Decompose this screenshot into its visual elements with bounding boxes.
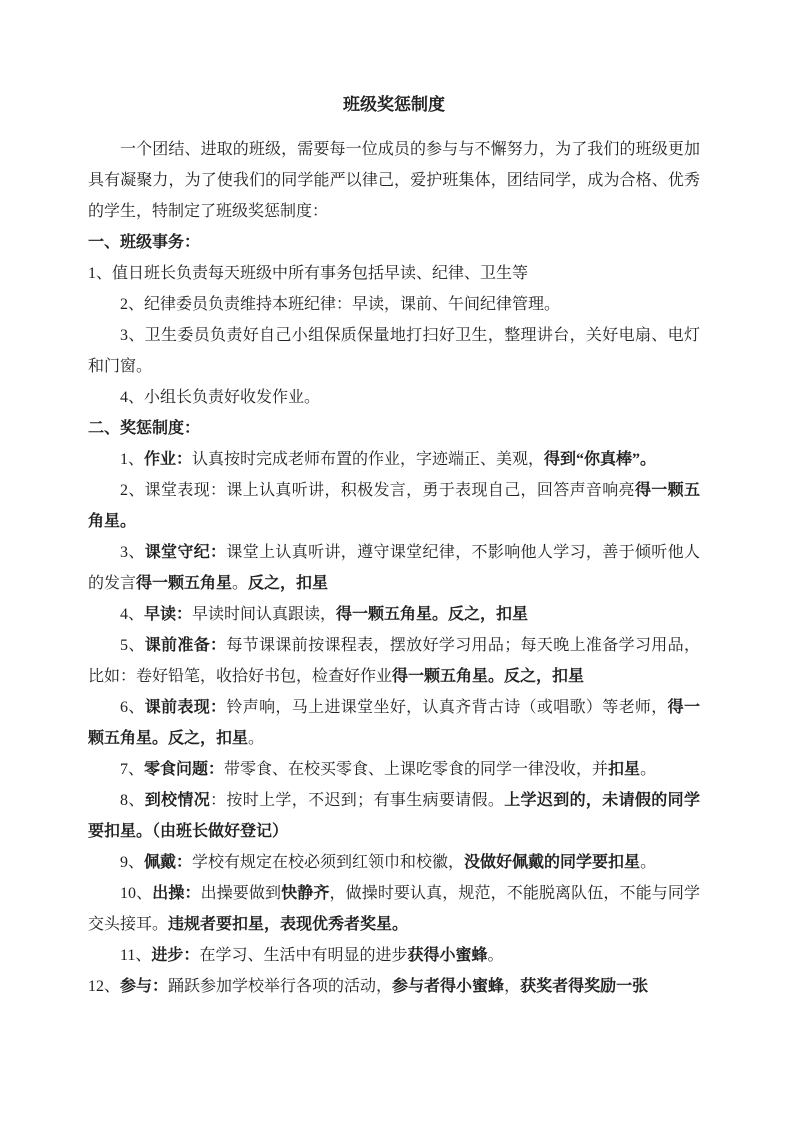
list-item	[88, 630, 700, 692]
text-segment: 。	[248, 730, 265, 747]
text-segment: 10、	[120, 885, 153, 902]
bold-text-segment: 零食问题：	[144, 761, 225, 778]
text-segment: 1、	[120, 451, 145, 468]
text-segment: 4、小组长负责好收发作业。	[120, 389, 321, 406]
list-item	[88, 382, 700, 413]
text-segment: 一个团结、进取的班级，需要每一位成员的参与与不懈努力，为了我们的班级更加具有凝聚力，为了使我们的同学能严以律己，爱护班集体，团结同学，成为合格、优秀的学生，特制定了班级奖惩制度：	[88, 141, 700, 220]
document-body	[88, 134, 700, 1002]
text-segment: 出操要做到	[200, 885, 282, 902]
text-segment: 2、课堂表现：课上认真听讲，积极发言，勇于表现自己，回答声音响亮	[120, 482, 635, 499]
bold-text-segment: 参与者得小蜜蜂	[392, 978, 505, 995]
text-segment: 7、	[120, 761, 145, 778]
list-item	[88, 785, 700, 847]
bold-text-segment: 快静齐	[281, 885, 330, 902]
text-segment: 。	[487, 947, 504, 964]
paragraph	[88, 134, 700, 227]
list-item	[88, 754, 700, 785]
bold-text-segment: 获得小蜜蜂	[407, 947, 488, 964]
bold-text-segment: 到校情况	[144, 792, 211, 809]
text-segment: 8、	[120, 792, 145, 809]
bold-text-segment: 早读：	[144, 606, 193, 623]
text-segment: 9、	[120, 854, 145, 871]
bold-text-segment: 课前准备：	[144, 637, 227, 654]
bold-text-segment: 得一颗五角星。	[88, 482, 700, 530]
section-heading	[88, 413, 700, 444]
list-item	[88, 475, 700, 537]
text-segment: 11、	[120, 947, 152, 964]
bold-text-segment: 进步：	[151, 947, 200, 964]
text-segment: 早读时间认真跟读，	[192, 606, 337, 623]
text-segment: 4、	[120, 606, 145, 623]
bold-text-segment: 课前表现：	[144, 699, 227, 716]
text-segment: 3、	[120, 544, 145, 561]
list-item	[88, 847, 700, 878]
list-item	[88, 692, 700, 754]
text-segment: 每节课课前按课程表，摆放好学习用品；每天晚上准备学习用品，比如：卷好铅笔，收拾好书包，检查好作业	[88, 637, 700, 685]
text-segment: ，	[504, 978, 521, 995]
list-item	[88, 444, 700, 475]
text-segment: 5、	[120, 637, 145, 654]
text-segment: 认真按时完成老师布置的作业，字迹端正、美观，	[192, 451, 545, 468]
text-segment: 带零食、在校买零食、上课吃零食的同学一律没收，并	[224, 761, 609, 778]
text-segment: 6、	[120, 699, 145, 716]
bold-text-segment: 佩戴：	[144, 854, 193, 871]
bold-text-segment: 作业：	[144, 451, 193, 468]
bold-text-segment: 获奖者得奖励一张	[520, 978, 649, 995]
bold-text-segment: 反之，扣星	[248, 575, 329, 592]
bold-text-segment: 上学迟到的，未请假的同学要扣星。（由班长做好登记）	[88, 792, 700, 840]
text-segment: 2、纪律委员负责维持本班纪律：早读，课前、午间纪律管理。	[120, 296, 561, 313]
list-item	[88, 320, 700, 382]
bold-text-segment: 参与：	[120, 978, 169, 995]
text-segment: 学校有规定在校必须到红领巾和校徽，	[192, 854, 465, 871]
bold-text-segment: 得到“你真棒”。	[544, 451, 657, 468]
text-segment: ：按时上学，不迟到；有事生病要请假。	[210, 792, 505, 809]
list-item	[88, 878, 700, 940]
bold-text-segment: 没做好佩戴的同学要扣星	[464, 854, 641, 871]
text-segment: 。	[640, 854, 657, 871]
text-segment: 1、值日班长负责每天班级中所有事务包括早读、纪律、卫生等	[88, 265, 529, 282]
bold-text-segment: 扣星	[608, 761, 641, 778]
bold-text-segment: 得一颗五角星	[136, 575, 233, 592]
list-item	[88, 940, 700, 971]
section-heading	[88, 227, 700, 258]
list-item	[88, 971, 700, 1002]
text-segment: 12、	[88, 978, 121, 995]
list-item	[88, 599, 700, 630]
text-segment: 。	[232, 575, 249, 592]
bold-text-segment: 得一颗五角星。反之，扣星	[88, 699, 700, 747]
list-item	[88, 289, 700, 320]
bold-text-segment: 得一颗五角星。反之，扣星	[392, 668, 585, 685]
bold-text-segment: 违规者要扣星，表现优秀者奖星。	[168, 916, 409, 933]
text-segment: ，做操时要认真，规范，不能脱离队伍，不能与同学交头接耳。	[88, 885, 700, 933]
text-segment: 铃声响，马上进课堂坐好，认真齐背古诗（或唱歌）等老师，	[226, 699, 668, 716]
list-item	[88, 537, 700, 599]
bold-text-segment: 二、奖惩制度：	[88, 420, 201, 437]
bold-text-segment: 一、班级事务：	[88, 234, 201, 251]
text-segment: 3、卫生委员负责好自己小组保质保量地打扫好卫生，整理讲台，关好电扇、电灯和门窗。	[88, 327, 700, 375]
bold-text-segment: 出操：	[152, 885, 201, 902]
document-title: 班级奖惩制度	[343, 95, 445, 114]
text-segment: 。	[640, 761, 657, 778]
text-segment: 踊跃参加学校举行各项的活动，	[168, 978, 393, 995]
text-segment: 课堂上认真听讲，遵守课堂纪律，不影响他人学习，善于倾听他人的发言	[88, 544, 700, 592]
list-item	[88, 258, 700, 289]
text-segment: 在学习、生活中有明显的进步	[199, 947, 408, 964]
bold-text-segment: 课堂守纪：	[144, 544, 227, 561]
bold-text-segment: 得一颗五角星。反之，扣星	[336, 606, 529, 623]
